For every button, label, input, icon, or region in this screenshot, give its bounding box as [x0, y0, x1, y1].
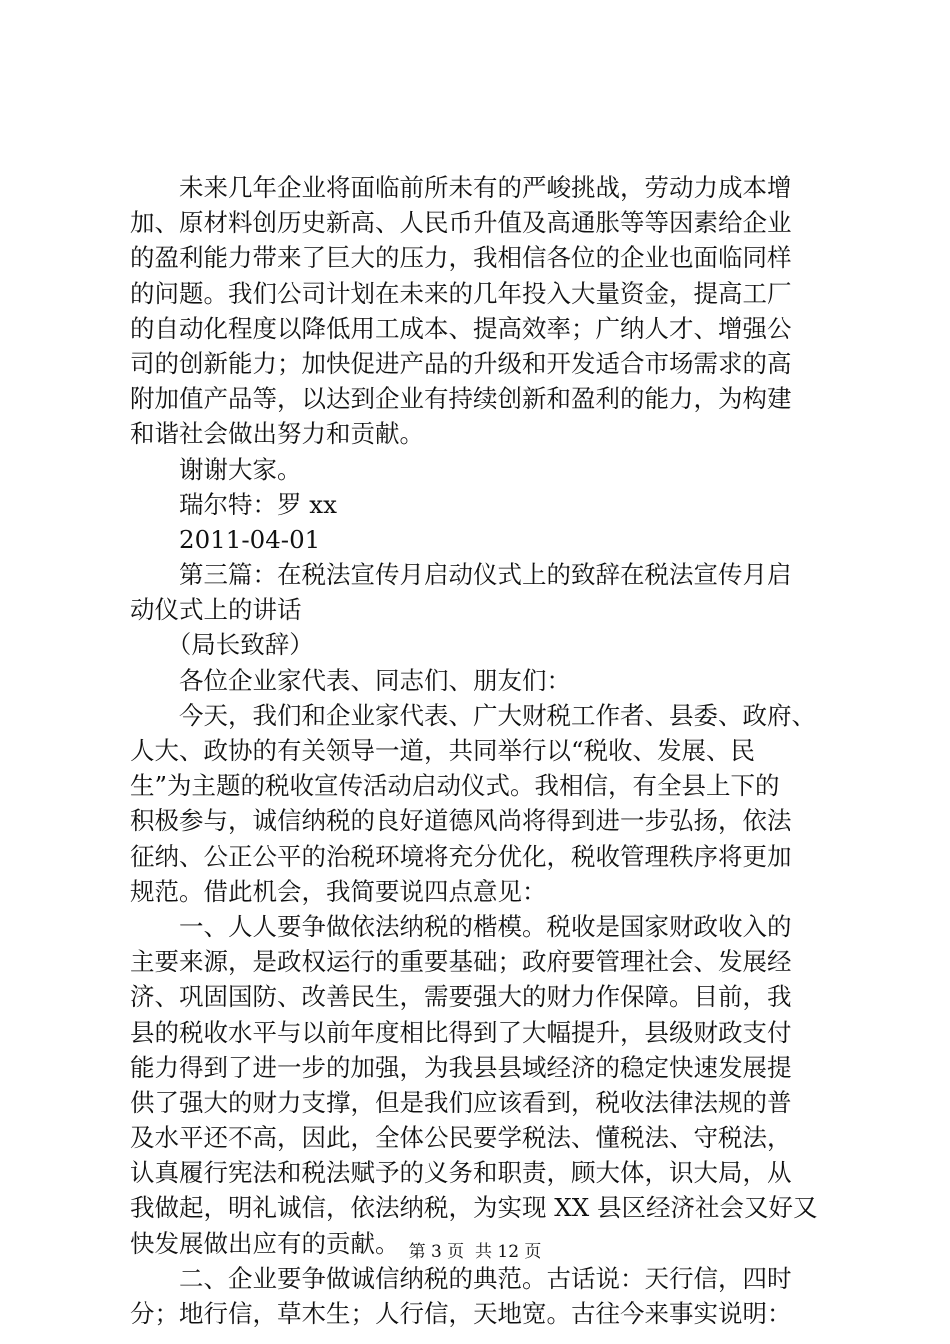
text-line: 2011-04-01	[130, 524, 321, 554]
text-line: 和谐社会做出努力和贡献。	[130, 419, 424, 449]
text-line: 的问题。我们公司计划在未来的几年投入大量资金，提高工厂	[130, 278, 792, 308]
text-line: 第三篇：在税法宣传月启动仪式上的致辞在税法宣传月启	[130, 560, 792, 590]
text-line: 二、企业要争做诚信纳税的典范。古话说：天行信，四时	[130, 1263, 792, 1293]
text-line: 司的创新能力；加快促进产品的升级和开发适合市场需求的高	[130, 348, 792, 378]
text-line: 各位企业家代表、同志们、朋友们：	[130, 665, 571, 695]
text-line: （局长致辞）	[130, 630, 314, 660]
text-line: 我做起，明礼诚信，依法纳税，为实现 XX 县区经济社会又好又	[130, 1193, 818, 1223]
text-line: 今天，我们和企业家代表、广大财税工作者、县委、政府、	[130, 700, 816, 730]
text-line: 主要来源，是政权运行的重要基础；政府要管理社会、发展经	[130, 947, 792, 977]
text-line: 规范。借此机会，我简要说四点意见：	[130, 876, 547, 906]
text-line: 能力得到了进一步的加强，为我县县域经济的稳定快速发展提	[130, 1052, 792, 1082]
text-line: 一、人人要争做依法纳税的楷模。税收是国家财政收入的	[130, 911, 792, 941]
text-line: 未来几年企业将面临前所未有的严峻挑战，劳动力成本增	[130, 173, 792, 202]
text-line: 认真履行宪法和税法赋予的义务和职责，顾大体，识大局，从	[130, 1158, 792, 1188]
text-line: 供了强大的财力支撑，但是我们应该看到，税收法律法规的普	[130, 1087, 792, 1117]
text-line: 及水平还不高，因此，全体公民要学税法、懂税法、守税法，	[130, 1123, 792, 1153]
text-line: 加、原材料创历史新高、人民币升值及高通胀等等因素给企业	[130, 208, 792, 238]
text-line: 瑞尔特：罗 xx	[130, 489, 337, 519]
text-line: 征纳、公正公平的治税环境将充分优化，税收管理秩序将更加	[130, 841, 792, 871]
text-line: 人大、政协的有关领导一道，共同举行以“税收、发展、民	[130, 736, 756, 765]
page-footer: 第 3 页 共 12 页	[408, 1242, 542, 1262]
text-line: 县的税收水平与以前年度相比得到了大幅提升，县级财政支付	[130, 1017, 792, 1047]
text-line: 济、巩固国防、改善民生，需要强大的财力作保障。目前，我	[130, 982, 792, 1012]
text-line: 分；地行信，草木生；人行信，天地宽。古往今来事实说明：	[130, 1299, 792, 1328]
text-line: 生”为主题的税收宣传活动启动仪式。我相信，有全县上下的	[130, 771, 780, 801]
text-line: 的自动化程度以降低用工成本、提高效率；广纳人才、增强公	[130, 313, 792, 343]
document-body	[130, 170, 830, 1331]
text-line: 积极参与，诚信纳税的良好道德风尚将得到进一步弘扬，依法	[130, 806, 792, 836]
text-line: 附加值产品等，以达到企业有持续创新和盈利的能力，为构建	[130, 384, 792, 414]
text-line: 谢谢大家。	[130, 454, 302, 484]
text-line: 的盈利能力带来了巨大的压力，我相信各位的企业也面临同样	[130, 243, 792, 273]
text-line: 动仪式上的讲话	[130, 595, 302, 625]
text-line: 快发展做出应有的贡献。	[130, 1228, 400, 1258]
